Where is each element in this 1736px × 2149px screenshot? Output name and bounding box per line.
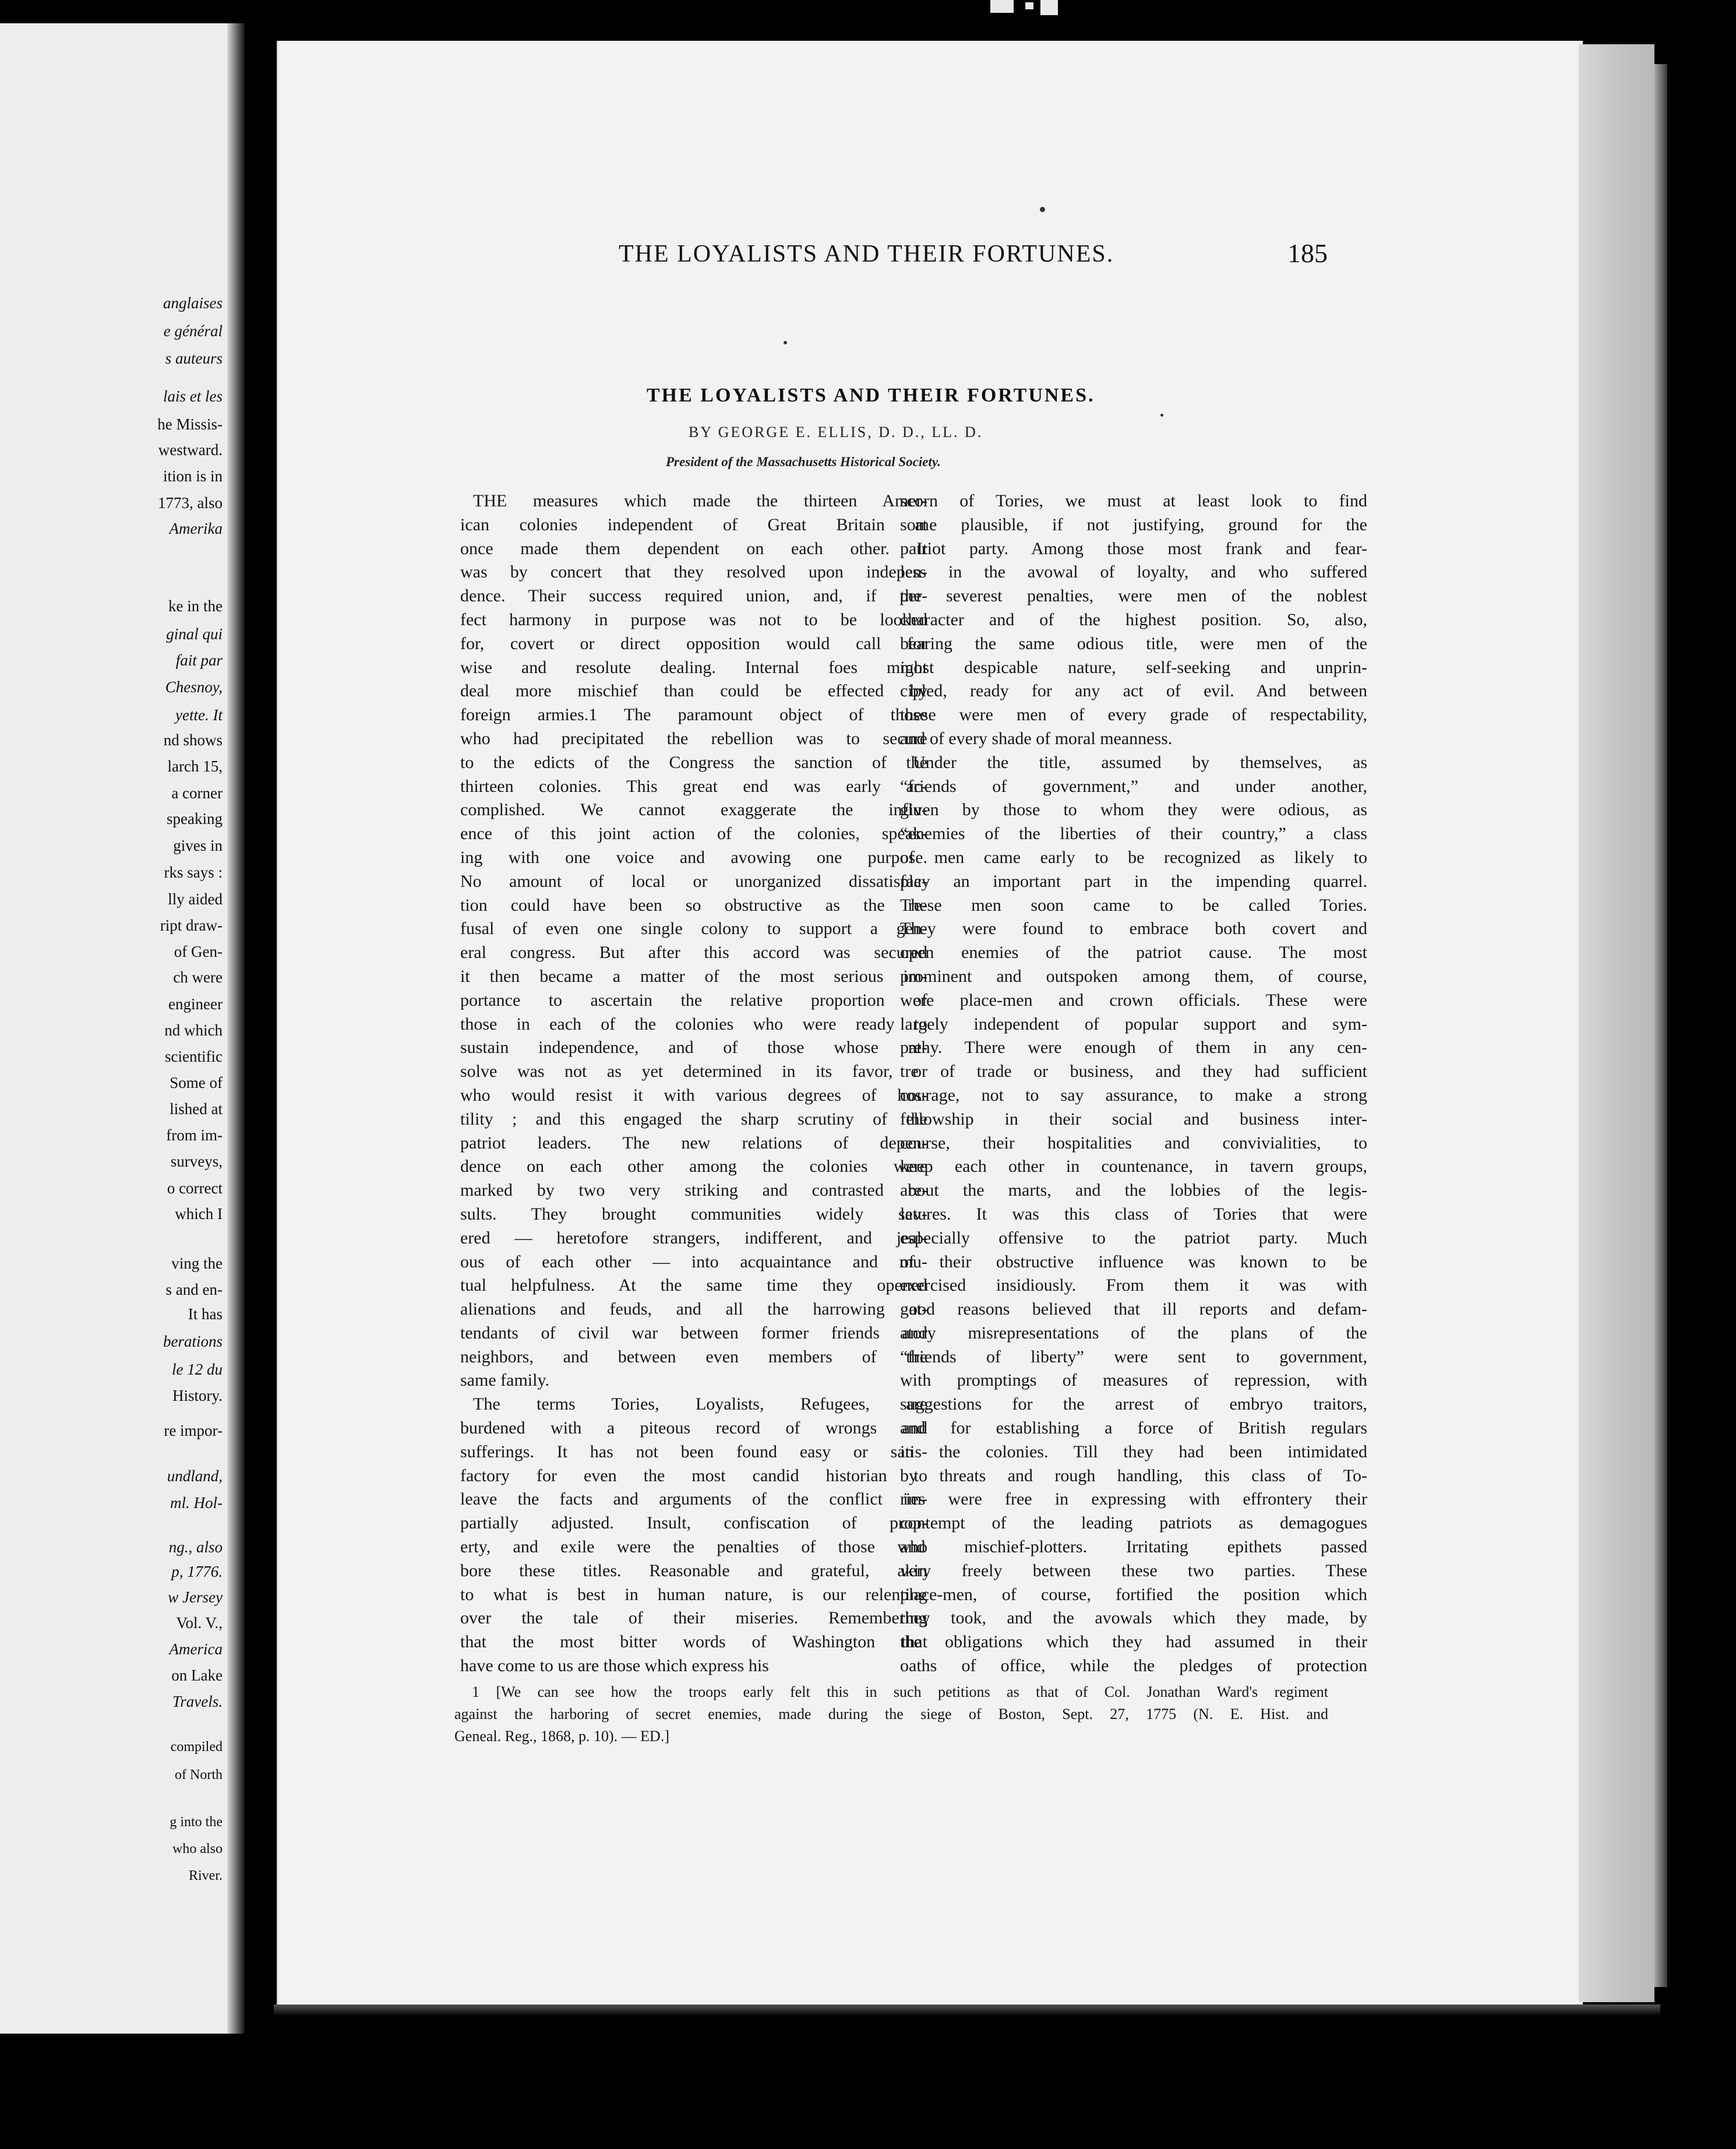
text-line: the severest penalties, were men of the noblest <box>900 586 1367 606</box>
prev-page-line: ition is in <box>163 467 223 485</box>
text-line: ing with one voice and avowing one purpose. <box>460 847 927 867</box>
prev-page-line: re impor- <box>164 1422 223 1439</box>
prev-page-line: Amerika <box>169 520 223 537</box>
prev-page-line: g into the <box>170 1815 223 1830</box>
page-bottom-shadow <box>274 2004 1660 2016</box>
text-line: marked by two very striking and contrasted re- <box>460 1181 927 1200</box>
prev-page-line: a corner <box>171 784 223 802</box>
prev-page-line: e général <box>163 322 223 340</box>
text-line: portance to ascertain the relative proportion of <box>460 990 927 1010</box>
prev-page-line: nd which <box>164 1021 223 1039</box>
text-line: ered — heretofore strangers, indifferent, and jeal- <box>460 1228 927 1248</box>
ink-speck <box>784 341 787 344</box>
text-line: fusal of even one single colony to support a gen- <box>460 919 927 939</box>
text-line: latures. It was this class of Tories that were <box>900 1204 1367 1224</box>
text-line: play an important part in the impending quarrel. <box>900 871 1367 891</box>
footnote-line: Geneal. Reg., 1868, p. 10). — ED.] <box>454 1728 669 1745</box>
text-line: tility ; and this engaged the sharp scrutiny of the <box>460 1109 927 1129</box>
prev-page-line: scientific <box>165 1048 223 1065</box>
text-line: thirteen colonies. This great end was early ac- <box>460 776 927 796</box>
text-line: character and of the highest position. So, also, <box>900 610 1367 629</box>
text-line: over the tale of their miseries. Remembering <box>460 1608 927 1628</box>
text-line: exercised insidiously. From them it was with <box>900 1276 1367 1295</box>
text-line: patriot leaders. The new relations of depen- <box>460 1133 927 1153</box>
page-edge-stack <box>1579 44 1654 2002</box>
text-line: “enemies of the liberties of their country,” a class <box>900 824 1367 844</box>
text-line: partially adjusted. Insult, confiscation of prop- <box>460 1513 927 1533</box>
text-line: ries were free in expressing with effrontery their <box>900 1489 1367 1509</box>
text-line: sults. They brought communities widely sev- <box>460 1204 927 1224</box>
prev-page-line: berations <box>163 1333 223 1350</box>
prev-page-line: speaking <box>167 810 223 827</box>
text-line: for, covert or direct opposition would call for <box>460 633 927 653</box>
text-line: tre of trade or business, and they had sufficient <box>900 1062 1367 1081</box>
text-line: dence. Their success required union, and, if per- <box>460 586 927 606</box>
text-line: tual helpfulness. At the same time they opened <box>460 1276 927 1295</box>
prev-page-line: rks says : <box>164 864 223 881</box>
prev-page-line: from im- <box>166 1126 223 1144</box>
text-line: scorn of Tories, we must at least look to find <box>900 491 1367 510</box>
prev-page-line: Vol. V., <box>176 1614 223 1632</box>
text-line: course, their hospitalities and convivialities, to <box>900 1133 1367 1153</box>
prev-page-line: Travels. <box>172 1693 223 1710</box>
prev-page-line: ke in the <box>168 597 223 615</box>
text-line: have come to us are those which express his <box>460 1656 769 1676</box>
running-head: THE LOYALISTS AND THEIR FORTUNES. <box>619 241 1114 267</box>
prev-page-line: who also <box>172 1841 223 1856</box>
text-line: fect harmony in purpose was not to be looked <box>460 610 927 629</box>
text-line: patriot party. Among those most frank and fear- <box>900 538 1367 558</box>
prev-page-line: It has <box>188 1305 223 1323</box>
prev-page-line: 1773, also <box>158 494 223 512</box>
prev-page-line: westward. <box>158 441 223 459</box>
text-line: courage, not to say assurance, to make a strong <box>900 1085 1367 1105</box>
text-line: They were found to embrace both covert and <box>900 919 1367 939</box>
previous-page-fragment <box>0 23 245 2034</box>
text-line: solve was not as yet determined in its favor, or <box>460 1062 927 1081</box>
text-line: and of every shade of moral meanness. <box>900 728 1173 748</box>
page-number: 185 <box>1287 238 1328 268</box>
text-line: bearing the same odious title, were men of the <box>900 633 1367 653</box>
prev-page-line: Chesnoy, <box>165 678 223 696</box>
text-line: deal more mischief than could be effected by <box>460 681 927 701</box>
top-edge-specks <box>985 0 1066 17</box>
text-line: less in the avowal of loyalty, and who suffered <box>900 562 1367 582</box>
text-line: by threats and rough handling, this class of To- <box>900 1465 1367 1485</box>
text-line: were place-men and crown officials. These were <box>900 990 1367 1010</box>
text-line: to the edicts of the Congress the sanction of the <box>460 752 927 772</box>
text-line: bore these titles. Reasonable and grateful, akin <box>460 1560 927 1580</box>
text-line: very freely between these two parties. These <box>900 1560 1367 1580</box>
text-line: in the colonies. Till they had been intimidated <box>900 1442 1367 1461</box>
text-line: once made them dependent on each other. It <box>460 538 927 558</box>
text-line: pathy. There were enough of them in any cen- <box>900 1038 1367 1058</box>
text-line: contempt of the leading patriots as demagogues <box>900 1513 1367 1533</box>
text-line: ence of this joint action of the colonies, speak- <box>460 824 927 844</box>
text-line: tion could have been so obstructive as the re- <box>460 895 927 915</box>
prev-page-line: gives in <box>173 837 223 854</box>
text-line: leave the facts and arguments of the conflict im- <box>460 1489 927 1509</box>
prev-page-line: ml. Hol- <box>170 1494 223 1512</box>
text-line: wise and resolute dealing. Internal foes might <box>460 657 927 677</box>
text-line: given by those to whom they were odious, as <box>900 800 1367 820</box>
text-line: same family. <box>460 1371 550 1390</box>
text-line: oaths of office, while the pledges of protection <box>900 1656 1367 1676</box>
text-line: those in each of the colonies who were ready to <box>460 1014 927 1034</box>
text-line: with promptings of measures of repression, with <box>900 1371 1367 1390</box>
text-line: sufferings. It has not been found easy or satis- <box>460 1442 927 1461</box>
text-line: of men came early to be recognized as likely to <box>900 847 1367 867</box>
prev-page-line: larch 15, <box>167 758 223 775</box>
text-line: sustain independence, and of those whose re- <box>460 1038 927 1058</box>
text-line: was by concert that they resolved upon indepen- <box>460 562 927 582</box>
text-line: These men soon came to be called Tories. <box>900 895 1367 915</box>
prev-page-line: America <box>169 1640 223 1658</box>
prev-page-line: ginal qui <box>166 625 223 643</box>
article-title: THE LOYALISTS AND THEIR FORTUNES. <box>647 385 1095 406</box>
prev-page-line: ving the <box>171 1255 223 1272</box>
text-line: neighbors, and between even members of the <box>460 1347 927 1366</box>
page-edge-shadow <box>1654 64 1667 1987</box>
author-affiliation: President of the Massachusetts Historical Society. <box>666 455 941 469</box>
text-line: good reasons believed that ill reports and defam- <box>900 1299 1367 1319</box>
text-line: it then became a matter of the most serious im- <box>460 966 927 986</box>
prev-page-line: which I <box>175 1205 223 1223</box>
text-line: about the marts, and the lobbies of the legis- <box>900 1181 1367 1200</box>
right-column <box>900 489 1367 1678</box>
text-line: who would resist it with various degrees of hos- <box>460 1085 927 1105</box>
text-line: largely independent of popular support and sym- <box>900 1014 1367 1034</box>
prev-page-line: Some of <box>170 1074 223 1091</box>
text-line: THE measures which made the thirteen Amer- <box>473 491 927 510</box>
text-line: open enemies of the patriot cause. The most <box>900 943 1367 963</box>
text-line: who had precipitated the rebellion was to secure <box>460 728 927 748</box>
text-line: these were men of every grade of respectability, <box>900 705 1367 725</box>
text-line: “friends of government,” and under another, <box>900 776 1367 796</box>
text-line: the obligations which they had assumed in their <box>900 1632 1367 1652</box>
prev-page-line: River. <box>189 1868 223 1883</box>
text-line: complished. We cannot exaggerate the influ- <box>460 800 927 820</box>
text-line: Under the title, assumed by themselves, as <box>913 752 1367 772</box>
text-line: burdened with a piteous record of wrongs and <box>460 1418 927 1438</box>
text-line: foreign armies.1 The paramount object of those <box>460 705 927 725</box>
text-line: and for establishing a force of British regulars <box>900 1418 1367 1438</box>
prev-page-line: of North <box>175 1767 223 1782</box>
text-line: that the most bitter words of Washington that <box>460 1632 927 1652</box>
text-line: eral congress. But after this accord was secured <box>460 943 927 963</box>
text-line: No amount of local or unorganized dissatisfac- <box>460 871 927 891</box>
text-line: tendants of civil war between former friends and <box>460 1323 927 1343</box>
prev-page-line: of Gen- <box>174 943 223 960</box>
text-line: prominent and outspoken among them, of course, <box>900 966 1367 986</box>
text-line: atory misrepresentations of the plans of the <box>900 1323 1367 1343</box>
text-line: The terms Tories, Loyalists, Refugees, are <box>473 1394 927 1414</box>
ink-speck <box>1160 414 1163 417</box>
footnote-line: against the harboring of secret enemies, made during the siege of Boston, Sept. 27, 1775 (N. E. Hist. and <box>454 1706 1328 1722</box>
text-line: dence on each other among the colonies were <box>460 1157 927 1176</box>
article-byline: BY GEORGE E. ELLIS, D. D., LL. D. <box>689 424 983 441</box>
left-column <box>460 489 927 1678</box>
text-line: keep each other in countenance, in tavern groups, <box>900 1157 1367 1176</box>
book-gutter <box>227 23 245 2034</box>
prev-page-line: compiled <box>170 1739 223 1755</box>
prev-page-line: lais et les <box>163 387 223 405</box>
text-line: most despicable nature, self-seeking and unprin- <box>900 657 1367 677</box>
text-line: and mischief-plotters. Irritating epithets passed <box>900 1537 1367 1557</box>
prev-page-line: undland, <box>167 1467 223 1485</box>
text-line: alienations and feuds, and all the harrowing at- <box>460 1299 927 1319</box>
text-line: “friends of liberty” were sent to government, <box>900 1347 1367 1366</box>
text-line: ous of each other — into acquaintance and mu- <box>460 1252 927 1271</box>
prev-page-line: engineer <box>168 995 223 1013</box>
text-line: factory for even the most candid historian to <box>460 1465 927 1485</box>
text-line: of their obstructive influence was known to be <box>900 1252 1367 1271</box>
prev-page-line: ript draw- <box>160 917 223 934</box>
prev-page-line: lished at <box>170 1100 223 1118</box>
prev-page-line: s and en- <box>165 1281 223 1298</box>
prev-page-line: o correct <box>167 1179 223 1197</box>
text-line: suggestions for the arrest of embryo traitors, <box>900 1394 1367 1414</box>
text-line: erty, and exile were the penalties of those who <box>460 1537 927 1557</box>
text-line: especially offensive to the patriot party. Much <box>900 1228 1367 1248</box>
prev-page-line: w Jersey <box>168 1588 223 1606</box>
prev-page-line: anglaises <box>163 294 223 312</box>
prev-page-line: on Lake <box>171 1667 223 1684</box>
text-line: ican colonies independent of Great Britain at <box>460 515 927 534</box>
text-line: place-men, of course, fortified the position which <box>900 1584 1367 1604</box>
prev-page-line: fait par <box>175 651 223 669</box>
text-line: they took, and the avowals which they made, by <box>900 1608 1367 1628</box>
prev-page-line: ch were <box>173 968 223 986</box>
text-line: cipled, ready for any act of evil. And between <box>900 681 1367 701</box>
prev-page-line: s auteurs <box>165 350 223 367</box>
prev-page-line: yette. It <box>175 706 223 724</box>
prev-page-line: surveys, <box>170 1153 223 1170</box>
prev-page-line: lly aided <box>168 890 223 908</box>
prev-page-line: ng., also <box>168 1538 223 1556</box>
prev-page-line: nd shows <box>163 731 223 749</box>
text-line: some plausible, if not justifying, ground for the <box>900 515 1367 534</box>
text-line: to what is best in human nature, is our relenting <box>460 1584 927 1604</box>
prev-page-line: le 12 du <box>172 1361 223 1378</box>
text-line: fellowship in their social and business inter- <box>900 1109 1367 1129</box>
ink-speck <box>1040 207 1045 212</box>
prev-page-line: he Missis- <box>157 415 223 433</box>
footnote <box>454 1681 1328 1748</box>
prev-page-line: History. <box>172 1387 223 1404</box>
footnote-line: 1 [We can see how the troops early felt this in such petitions as that of Col. Jonathan Ward's regiment <box>472 1683 1328 1700</box>
prev-page-line: p, 1776. <box>171 1563 223 1580</box>
